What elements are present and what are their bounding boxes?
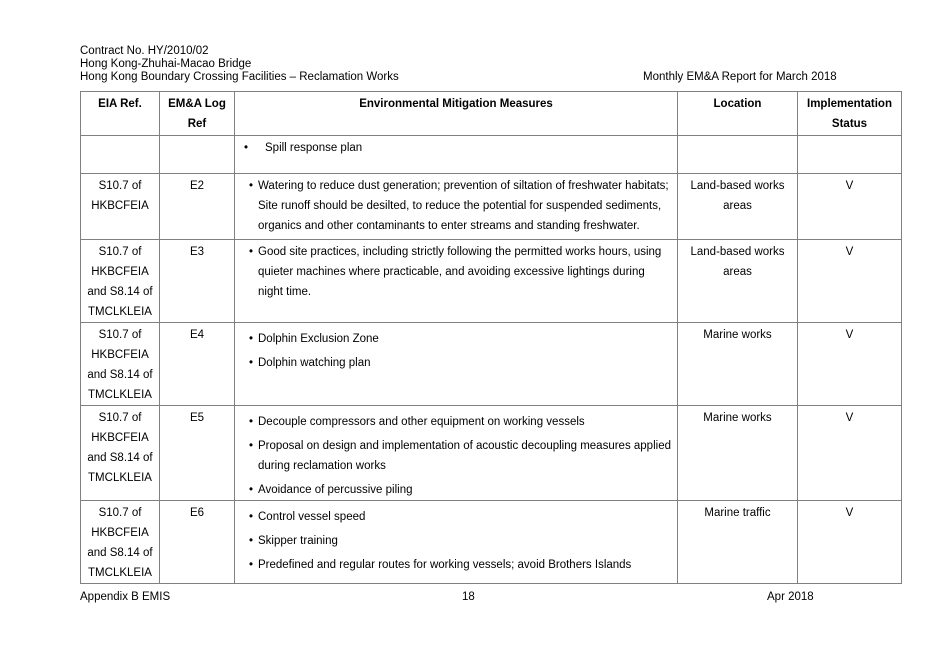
measures-list <box>241 412 671 500</box>
location-line: Land-based works <box>690 180 785 192</box>
location-line: Marine works <box>703 329 772 341</box>
measures-cell <box>235 323 678 406</box>
measure-item: • Avoidance of percussive piling <box>241 480 671 500</box>
status-cell: V <box>798 323 902 406</box>
measure-item: • Good site practices, including strictly following the permitted works hours, using quieter machines where practicable, and avoiding excessive lightings during night time. <box>241 242 671 302</box>
location-cell <box>678 174 798 240</box>
location-cell <box>678 501 798 584</box>
location-line: areas <box>723 200 752 212</box>
location-line: areas <box>723 266 752 278</box>
measures-list <box>241 507 671 575</box>
measure-item: • Spill response plan <box>241 138 671 158</box>
project-name: Hong Kong-Zhuhai-Macao Bridge <box>80 58 252 70</box>
measures-list <box>241 329 671 373</box>
eia-ref-line: S10.7 of <box>98 412 142 424</box>
header-eia-ref: EIA Ref. <box>81 92 160 136</box>
eia-ref-line: and S8.14 of <box>87 369 153 381</box>
eia-ref-line: TMCLKLEIA <box>88 567 152 579</box>
measure-item: • Proposal on design and implementation of acoustic decoupling measures applied during reclamation works <box>241 436 671 476</box>
measures-cell <box>235 501 678 584</box>
measures-cell <box>235 174 678 240</box>
table-row <box>81 240 902 323</box>
mitigation-measures-table <box>80 91 902 584</box>
eia-ref-cell <box>81 501 160 584</box>
measure-item: • Watering to reduce dust generation; prevention of siltation of freshwater habitats; Site runoff should be desilted, to reduce the potential for suspended sediments, organics and other contaminants to enter streams and standing freshwater. <box>241 176 671 236</box>
measure-item: • Dolphin watching plan <box>241 353 671 373</box>
eia-ref-line: HKBCFEIA <box>91 349 149 361</box>
status-cell <box>798 136 902 174</box>
contract-number: Contract No. HY/2010/02 <box>80 45 209 57</box>
eia-ref-line: and S8.14 of <box>87 452 153 464</box>
location-cell <box>678 323 798 406</box>
eia-ref-line: TMCLKLEIA <box>88 306 152 318</box>
eia-ref-line: TMCLKLEIA <box>88 389 152 401</box>
eia-ref-line: HKBCFEIA <box>91 266 149 278</box>
location-line: Marine traffic <box>704 507 771 519</box>
status-cell: V <box>798 501 902 584</box>
header-measures: Environmental Mitigation Measures <box>235 92 678 136</box>
table-row <box>81 136 902 174</box>
eia-ref-line: HKBCFEIA <box>91 527 149 539</box>
eia-ref-cell <box>81 240 160 323</box>
footer-date: Apr 2018 <box>767 591 814 603</box>
measure-item: • Control vessel speed <box>241 507 671 527</box>
works-title: Hong Kong Boundary Crossing Facilities – Reclamation Works <box>80 71 399 83</box>
location-cell <box>678 406 798 501</box>
location-cell <box>678 136 798 174</box>
table-header-row <box>81 92 902 136</box>
footer-appendix: Appendix B EMIS <box>80 591 171 603</box>
eia-ref-cell <box>81 136 160 174</box>
eia-ref-line: S10.7 of <box>98 507 142 519</box>
document-header <box>80 45 399 84</box>
status-cell: V <box>798 174 902 240</box>
measure-item: • Skipper training <box>241 531 671 551</box>
log-ref-cell <box>160 136 235 174</box>
footer-page-number: 18 <box>462 591 475 603</box>
table-row <box>81 174 902 240</box>
table-row <box>81 323 902 406</box>
location-line: Marine works <box>703 412 772 424</box>
eia-ref-line: S10.7 of <box>98 329 142 341</box>
report-title: Monthly EM&A Report for March 2018 <box>643 71 837 83</box>
measures-list <box>241 176 671 236</box>
location-line: Land-based works <box>690 246 785 258</box>
measures-list <box>241 138 671 158</box>
header-status: Implementation Status <box>798 92 902 136</box>
eia-ref-line: and S8.14 of <box>87 286 153 298</box>
eia-ref-line: S10.7 of <box>98 180 142 192</box>
eia-ref-line: HKBCFEIA <box>91 432 149 444</box>
location-cell <box>678 240 798 323</box>
measure-item: • Decouple compressors and other equipment on working vessels <box>241 412 671 432</box>
eia-ref-line: TMCLKLEIA <box>88 472 152 484</box>
eia-ref-line: and S8.14 of <box>87 547 153 559</box>
table-row <box>81 501 902 584</box>
eia-ref-line: HKBCFEIA <box>91 200 149 212</box>
eia-ref-cell <box>81 174 160 240</box>
log-ref-cell: E3 <box>160 240 235 323</box>
status-cell: V <box>798 406 902 501</box>
log-ref-cell: E5 <box>160 406 235 501</box>
log-ref-cell: E2 <box>160 174 235 240</box>
status-cell: V <box>798 240 902 323</box>
header-log-ref: EM&A Log Ref <box>160 92 235 136</box>
measures-cell <box>235 240 678 323</box>
header-location: Location <box>678 92 798 136</box>
measure-item: • Dolphin Exclusion Zone <box>241 329 671 349</box>
eia-ref-cell <box>81 406 160 501</box>
eia-ref-cell <box>81 323 160 406</box>
measures-cell <box>235 406 678 501</box>
log-ref-cell: E6 <box>160 501 235 584</box>
log-ref-cell: E4 <box>160 323 235 406</box>
measure-item: • Predefined and regular routes for working vessels; avoid Brothers Islands <box>241 555 671 575</box>
measures-list <box>241 242 671 302</box>
measures-cell <box>235 136 678 174</box>
table-row <box>81 406 902 501</box>
eia-ref-line: S10.7 of <box>98 246 142 258</box>
